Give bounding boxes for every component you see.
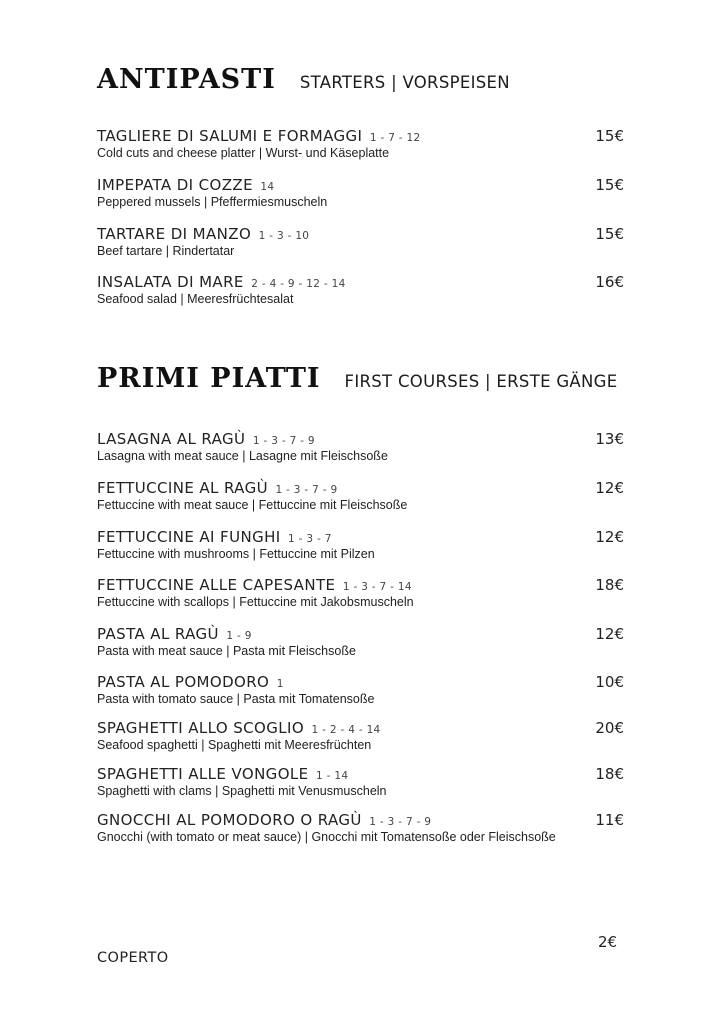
menu-item: [97, 127, 627, 160]
item-price: 20€: [595, 719, 624, 737]
item-description: Pasta with tomato sauce | Pasta mit Tomatensoße: [97, 692, 375, 706]
item-description: Fettuccine with scallops | Fettuccine mit Jakobsmuscheln: [97, 595, 414, 609]
item-allergens: 1 - 3 - 7 - 9: [275, 484, 338, 496]
item-allergens: 14: [260, 181, 275, 193]
menu-item: [97, 719, 627, 752]
item-name: PASTA AL RAGÙ: [97, 625, 219, 643]
item-name: IMPEPATA DI COZZE: [97, 176, 253, 194]
menu-item: [97, 576, 627, 609]
item-name: TAGLIERE DI SALUMI E FORMAGGI: [97, 127, 363, 145]
item-description: Seafood spaghetti | Spaghetti mit Meeresfrüchten: [97, 738, 372, 752]
section-title: ANTIPASTI: [97, 64, 276, 95]
item-description: Fettuccine with meat sauce | Fettuccine mit Fleischsoße: [97, 498, 408, 512]
menu-item: [97, 673, 627, 706]
menu-item: [97, 479, 627, 512]
item-description: Cold cuts and cheese platter | Wurst- und Käseplatte: [97, 146, 390, 160]
item-allergens: 1 - 14: [316, 770, 349, 782]
item-price: 12€: [595, 479, 624, 497]
coperto-label: COPERTO: [97, 950, 169, 966]
item-price: 15€: [595, 225, 624, 243]
item-price: 10€: [595, 673, 624, 691]
item-name: FETTUCCINE ALLE CAPESANTE: [97, 576, 336, 594]
item-description: Seafood salad | Meeresfrüchtesalat: [97, 292, 294, 306]
section-title: PRIMI PIATTI: [97, 363, 321, 394]
item-allergens: 1 - 3 - 7 - 14: [342, 581, 412, 593]
item-name: FETTUCCINE AL RAGÙ: [97, 479, 268, 497]
item-price: 18€: [595, 765, 624, 783]
item-name: INSALATA DI MARE: [97, 273, 244, 291]
item-price: 12€: [595, 528, 624, 546]
section-header-primi-piatti: [97, 363, 617, 394]
item-name: SPAGHETTI ALLE VONGOLE: [97, 765, 309, 783]
section-header-antipasti: [97, 64, 510, 95]
menu-item: [97, 430, 627, 463]
item-allergens: 1 - 2 - 4 - 14: [311, 724, 381, 736]
item-allergens: 1 - 7 - 12: [369, 132, 421, 144]
item-price: 15€: [595, 127, 624, 145]
item-name: GNOCCHI AL POMODORO O RAGÙ: [97, 811, 362, 829]
menu-item: [97, 528, 627, 561]
menu-item: [97, 176, 627, 209]
item-description: Gnocchi (with tomato or meat sauce) | Gnocchi mit Tomatensoße oder Fleischsoße: [97, 830, 556, 844]
item-price: 18€: [595, 576, 624, 594]
item-price: 15€: [595, 176, 624, 194]
item-allergens: 1 - 3 - 10: [258, 230, 310, 242]
menu-item: [97, 273, 627, 306]
item-allergens: 1 - 3 - 7 - 9: [369, 816, 432, 828]
item-name: TARTARE DI MANZO: [97, 225, 252, 243]
item-price: 16€: [595, 273, 624, 291]
menu-item: [97, 765, 627, 798]
item-description: Peppered mussels | Pfeffermiesmuscheln: [97, 195, 328, 209]
item-allergens: 2 - 4 - 9 - 12 - 14: [251, 278, 346, 290]
item-price: 11€: [595, 811, 624, 829]
section-subtitle: STARTERS | VORSPEISEN: [299, 73, 510, 92]
item-allergens: 1 - 3 - 7 - 9: [252, 435, 315, 447]
item-description: Fettuccine with mushrooms | Fettuccine mit Pilzen: [97, 547, 375, 561]
section-subtitle: FIRST COURSES | ERSTE GÄNGE: [344, 372, 618, 391]
item-name: SPAGHETTI ALLO SCOGLIO: [97, 719, 305, 737]
item-description: Spaghetti with clams | Spaghetti mit Venusmuscheln: [97, 784, 387, 798]
item-description: Beef tartare | Rindertatar: [97, 244, 235, 258]
item-allergens: 1 - 3 - 7: [288, 533, 332, 545]
menu-item: [97, 625, 627, 658]
item-allergens: 1: [276, 678, 284, 690]
item-name: FETTUCCINE AI FUNGHI: [97, 528, 281, 546]
menu-item: [97, 225, 627, 258]
menu-item: [97, 811, 627, 844]
item-name: LASAGNA AL RAGÙ: [97, 430, 246, 448]
item-allergens: 1 - 9: [226, 630, 252, 642]
item-name: PASTA AL POMODORO: [97, 673, 270, 691]
item-price: 13€: [595, 430, 624, 448]
item-description: Lasagna with meat sauce | Lasagne mit Fleischsoße: [97, 449, 388, 463]
coperto-price: 2€: [598, 933, 618, 951]
item-price: 12€: [595, 625, 624, 643]
item-description: Pasta with meat sauce | Pasta mit Fleischsoße: [97, 644, 356, 658]
